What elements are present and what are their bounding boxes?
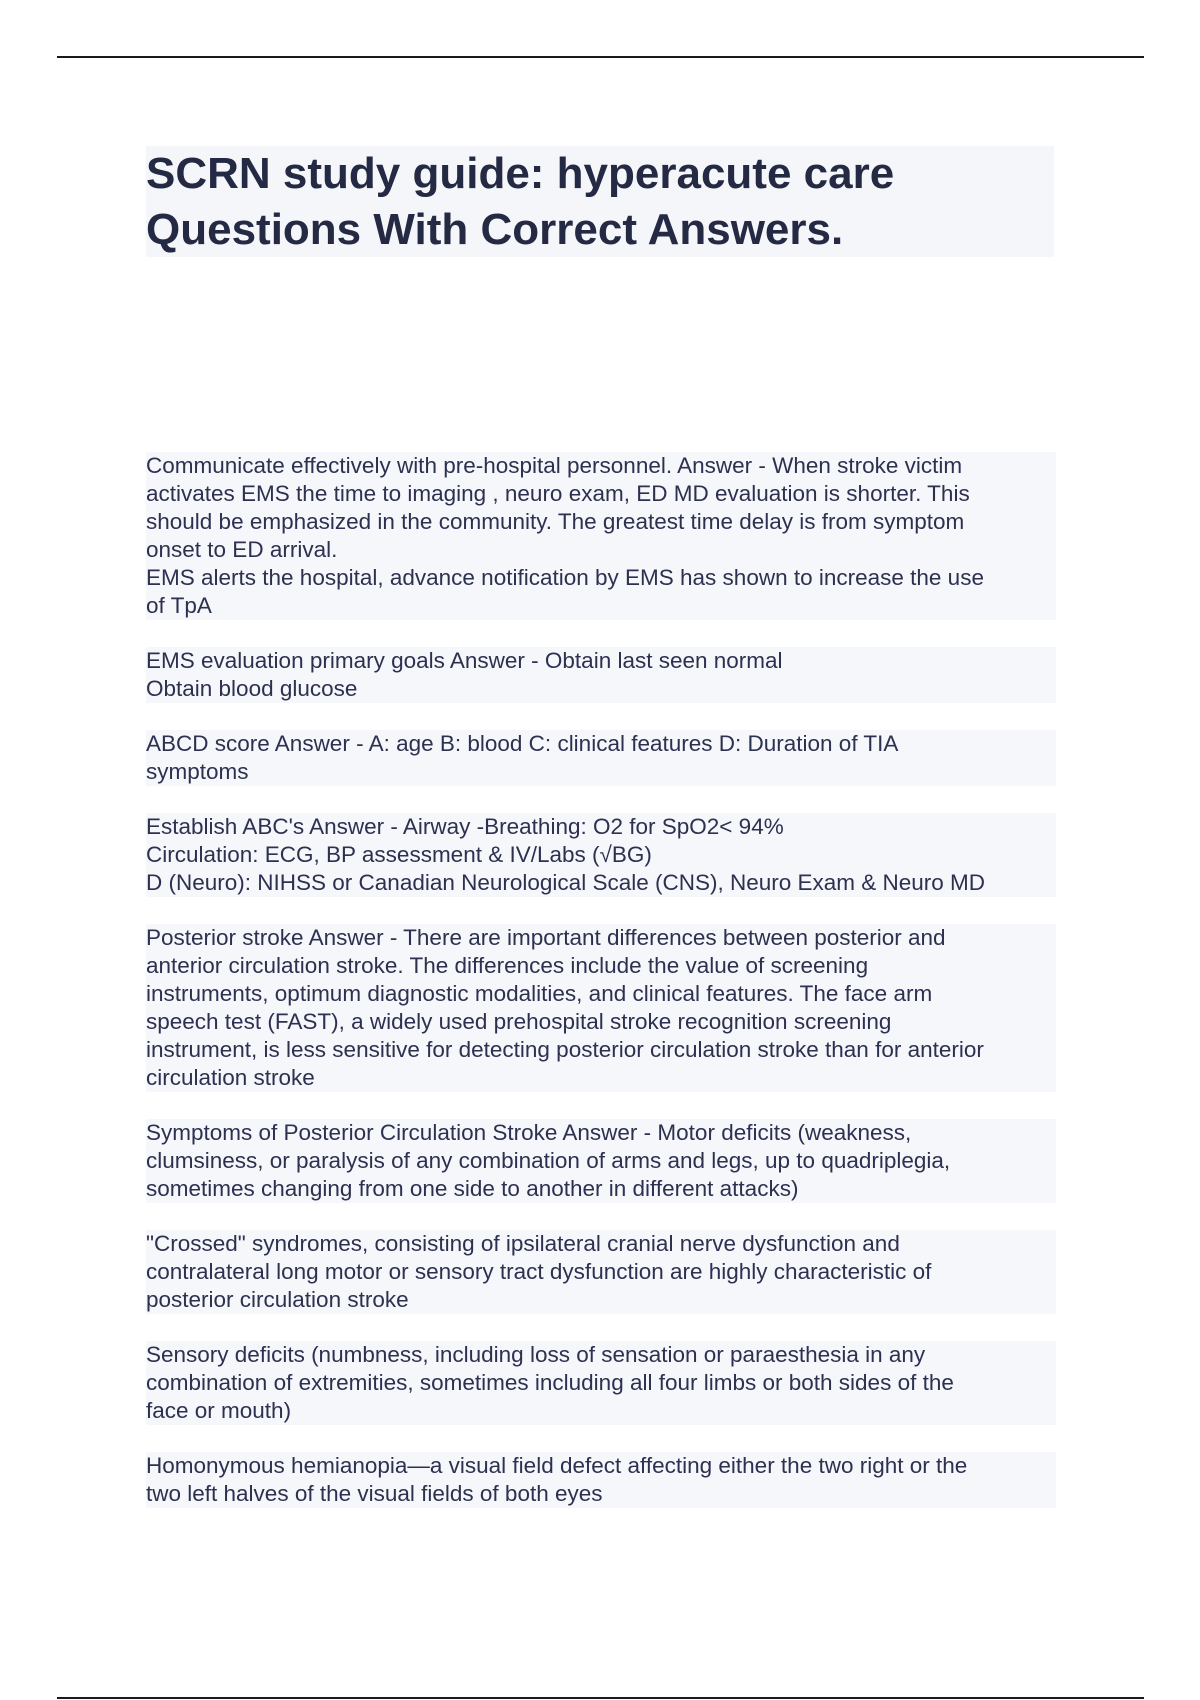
qa-text-line: of TpA [146,592,1056,620]
qa-text-line: speech test (FAST), a widely used prehospital stroke recognition screening [146,1008,1056,1036]
bottom-rule [57,1697,1144,1699]
qa-text-line: posterior circulation stroke [146,1286,1056,1314]
qa-entry [146,924,1056,1092]
qa-text-line: Posterior stroke Answer - There are important differences between posterior and [146,924,1056,952]
qa-entry [146,647,1056,703]
qa-text-line: face or mouth) [146,1397,1056,1425]
qa-text-line: Sensory deficits (numbness, including loss of sensation or paraesthesia in any [146,1341,1056,1369]
qa-entry [146,1341,1056,1425]
title-line: Questions With Correct Answers. [146,205,844,254]
qa-text-line: contralateral long motor or sensory tract dysfunction are highly characteristic of [146,1258,1056,1286]
qa-text-line: Circulation: ECG, BP assessment & IV/Labs (√BG) [146,841,1056,869]
page-title [146,146,1046,258]
qa-text-line: instruments, optimum diagnostic modalities, and clinical features. The face arm [146,980,1056,1008]
qa-entry [146,1230,1056,1314]
qa-text-line: activates EMS the time to imaging , neuro exam, ED MD evaluation is shorter. This [146,480,1056,508]
qa-entry [146,1119,1056,1203]
qa-text-line: Homonymous hemianopia—a visual field defect affecting either the two right or the [146,1452,1056,1480]
qa-text-line: clumsiness, or paralysis of any combination of arms and legs, up to quadriplegia, [146,1147,1056,1175]
qa-text-line: two left halves of the visual fields of both eyes [146,1480,1056,1508]
qa-text-line: anterior circulation stroke. The differences include the value of screening [146,952,1056,980]
qa-list [146,452,1056,1535]
qa-text-line: "Crossed" syndromes, consisting of ipsilateral cranial nerve dysfunction and [146,1230,1056,1258]
qa-text-line: D (Neuro): NIHSS or Canadian Neurological Scale (CNS), Neuro Exam & Neuro MD [146,869,1056,897]
qa-text-line: EMS alerts the hospital, advance notification by EMS has shown to increase the use [146,564,1056,592]
qa-text-line: combination of extremities, sometimes including all four limbs or both sides of the [146,1369,1056,1397]
qa-text-line: circulation stroke [146,1064,1056,1092]
title-line: SCRN study guide: hyperacute care [146,149,895,198]
qa-text-line: ABCD score Answer - A: age B: blood C: clinical features D: Duration of TIA [146,730,1056,758]
qa-text-line: should be emphasized in the community. The greatest time delay is from symptom [146,508,1056,536]
qa-text-line: symptoms [146,758,1056,786]
qa-entry [146,730,1056,786]
top-rule [57,56,1144,58]
qa-text-line: Symptoms of Posterior Circulation Stroke Answer - Motor deficits (weakness, [146,1119,1056,1147]
qa-text-line: EMS evaluation primary goals Answer - Obtain last seen normal [146,647,1056,675]
qa-entry [146,452,1056,620]
qa-text-line: sometimes changing from one side to another in different attacks) [146,1175,1056,1203]
qa-text-line: Communicate effectively with pre-hospital personnel. Answer - When stroke victim [146,452,1056,480]
qa-text-line: Obtain blood glucose [146,675,1056,703]
qa-entry [146,813,1056,897]
qa-text-line: instrument, is less sensitive for detecting posterior circulation stroke than for anterior [146,1036,1056,1064]
qa-entry [146,1452,1056,1508]
qa-text-line: onset to ED arrival. [146,536,1056,564]
qa-text-line: Establish ABC's Answer - Airway -Breathing: O2 for SpO2< 94% [146,813,1056,841]
